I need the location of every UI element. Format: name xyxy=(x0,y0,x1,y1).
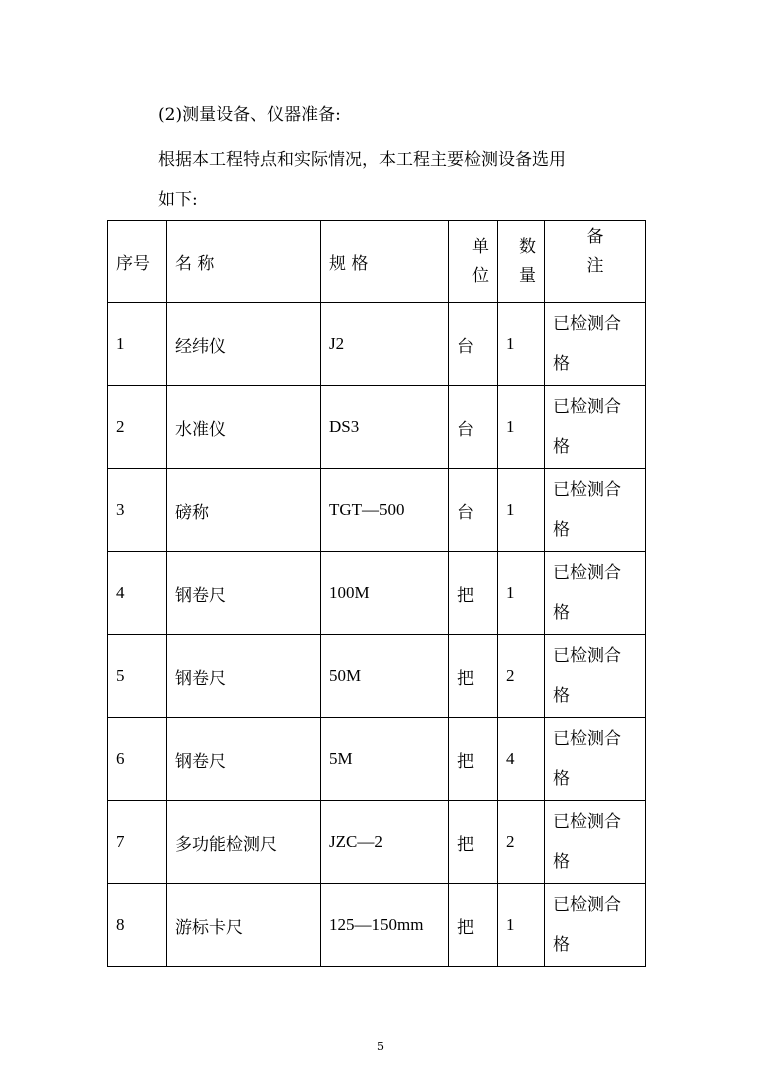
cell-qty: 1 xyxy=(498,469,545,552)
cell-no: 3 xyxy=(108,469,167,552)
cell-no: 2 xyxy=(108,386,167,469)
header-qty-line: 量 xyxy=(519,265,536,286)
cell-unit: 台 xyxy=(449,386,498,469)
cell-spec: DS3 xyxy=(321,386,449,469)
cell-remark xyxy=(545,801,646,884)
header-qty-line: 数 xyxy=(519,236,536,257)
cell-qty: 1 xyxy=(498,303,545,386)
equipment-table xyxy=(107,220,646,967)
header-remark-line: 注 xyxy=(586,256,604,276)
cell-no: 8 xyxy=(108,884,167,967)
header-spec: 规 格 xyxy=(321,221,449,303)
cell-unit: 台 xyxy=(449,469,498,552)
table-header-row xyxy=(108,221,646,303)
cell-unit: 把 xyxy=(449,884,498,967)
header-qty xyxy=(498,221,545,303)
cell-spec: JZC—2 xyxy=(321,801,449,884)
remark-line: 已检测合 xyxy=(553,646,621,666)
table-row xyxy=(108,303,646,386)
cell-remark xyxy=(545,469,646,552)
remark-line: 已检测合 xyxy=(553,895,621,915)
cell-unit: 把 xyxy=(449,552,498,635)
cell-no: 1 xyxy=(108,303,167,386)
cell-qty: 1 xyxy=(498,386,545,469)
cell-spec: 100M xyxy=(321,552,449,635)
cell-remark xyxy=(545,552,646,635)
section-heading: (2)测量设备、仪器准备: xyxy=(158,105,341,125)
header-unit xyxy=(449,221,498,303)
remark-line: 格 xyxy=(553,603,570,623)
cell-unit: 把 xyxy=(449,718,498,801)
remark-line: 已检测合 xyxy=(553,480,621,500)
cell-name: 磅称 xyxy=(167,469,321,552)
cell-spec: 50M xyxy=(321,635,449,718)
remark-line: 格 xyxy=(553,354,570,374)
cell-spec: 5M xyxy=(321,718,449,801)
remark-line: 已检测合 xyxy=(553,729,621,749)
header-no: 序号 xyxy=(108,221,167,303)
remark-line: 格 xyxy=(553,686,570,706)
cell-remark xyxy=(545,718,646,801)
cell-unit: 台 xyxy=(449,303,498,386)
table-row xyxy=(108,884,646,967)
cell-qty: 1 xyxy=(498,884,545,967)
remark-line: 已检测合 xyxy=(553,563,621,583)
remark-line: 格 xyxy=(553,935,570,955)
remark-line: 已检测合 xyxy=(553,812,621,832)
remark-line: 格 xyxy=(553,852,570,872)
remark-line: 已检测合 xyxy=(553,397,621,417)
cell-spec: 125—150mm xyxy=(321,884,449,967)
remark-line: 格 xyxy=(553,437,570,457)
remark-line: 格 xyxy=(553,520,570,540)
paragraph-line: 根据本工程特点和实际情况，本工程主要检测设备选用 xyxy=(158,150,566,170)
cell-spec: TGT—500 xyxy=(321,469,449,552)
cell-name: 游标卡尺 xyxy=(167,884,321,967)
cell-no: 4 xyxy=(108,552,167,635)
cell-qty: 2 xyxy=(498,635,545,718)
table-row xyxy=(108,386,646,469)
cell-qty: 4 xyxy=(498,718,545,801)
cell-name: 多功能检测尺 xyxy=(167,801,321,884)
paragraph-line: 如下: xyxy=(158,190,198,210)
header-name: 名 称 xyxy=(167,221,321,303)
page-number: 5 xyxy=(377,1040,384,1053)
cell-remark xyxy=(545,884,646,967)
table-row xyxy=(108,635,646,718)
header-unit-line: 单 xyxy=(472,236,489,257)
cell-name: 钢卷尺 xyxy=(167,718,321,801)
header-remark-line: 备 xyxy=(586,227,604,247)
header-remark xyxy=(545,221,646,303)
header-unit-line: 位 xyxy=(472,265,489,286)
cell-name: 经纬仪 xyxy=(167,303,321,386)
table-row xyxy=(108,552,646,635)
remark-line: 已检测合 xyxy=(553,314,621,334)
remark-line: 格 xyxy=(553,769,570,789)
cell-qty: 1 xyxy=(498,552,545,635)
cell-name: 钢卷尺 xyxy=(167,635,321,718)
cell-name: 水准仪 xyxy=(167,386,321,469)
cell-no: 5 xyxy=(108,635,167,718)
cell-no: 7 xyxy=(108,801,167,884)
cell-qty: 2 xyxy=(498,801,545,884)
cell-remark xyxy=(545,386,646,469)
cell-no: 6 xyxy=(108,718,167,801)
cell-remark xyxy=(545,635,646,718)
cell-name: 钢卷尺 xyxy=(167,552,321,635)
cell-remark xyxy=(545,303,646,386)
table-row xyxy=(108,801,646,884)
cell-spec: J2 xyxy=(321,303,449,386)
table-row xyxy=(108,469,646,552)
cell-unit: 把 xyxy=(449,635,498,718)
table-row xyxy=(108,718,646,801)
cell-unit: 把 xyxy=(449,801,498,884)
